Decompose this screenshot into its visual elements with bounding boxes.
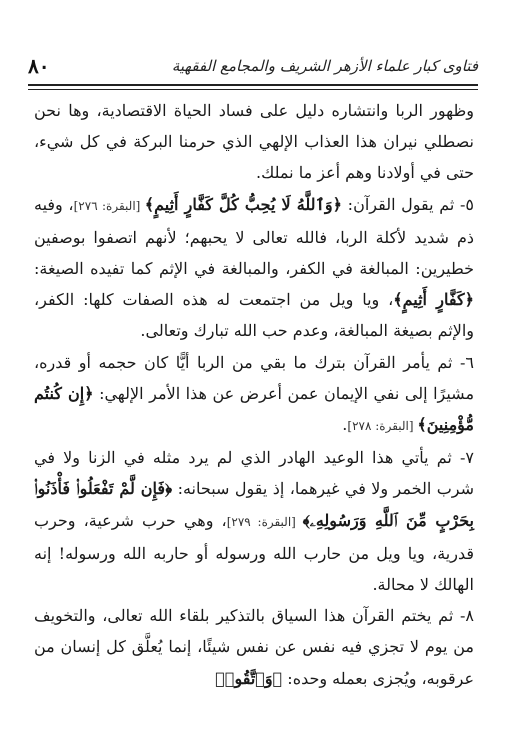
body-text <box>34 95 474 694</box>
paragraph-text: وظهور الربا وانتشاره دليل على فساد الحياة الاقتصادية، وها نحن نصطلي نيران هذا العذاب الإلهي الذي حرمنا البركة في كل شيء، حتى في أولادنا وهم أعز ما نملك. <box>34 101 474 183</box>
header-rule <box>28 84 478 90</box>
paragraph <box>34 600 474 694</box>
paragraph-text: ، وهي حرب شرعية، وحرب قدرية، ويا ويل من حارب الله ورسوله أو حاربه الله ورسوله! إنه الهالك لا محالة. <box>34 510 474 595</box>
paragraph <box>34 95 474 189</box>
paragraph-text: . <box>342 415 348 435</box>
quran-verse: ﴿وَٱتَّقُوا۟ <box>215 668 283 688</box>
paragraph-text: ٥- ثم يقول القرآن: <box>342 194 474 214</box>
page-number: ٨٠ <box>28 54 50 78</box>
verse-reference: [البقرة: ٢٧٨] <box>347 419 418 434</box>
paragraph <box>34 189 474 347</box>
verse-reference: [البقرة: ٢٧٩] <box>226 514 303 529</box>
paragraph-text: ٨- ثم يختم القرآن هذا السياق بالتذكير بلقاء الله تعالى، والتخويف من يوم لا تجزي فيه نفس عن نفس شيئًا، إنما يُعلَّق كل إنسان من عرقوبه، ويُجزى بعمله وحده: <box>34 606 474 688</box>
quran-verse: ﴿إِن كُنتُم مُّؤْمِنِينَ﴾ <box>34 383 474 435</box>
verse-reference: [البقرة: ٢٧٦] <box>73 198 145 213</box>
running-title: فتاوى كبار علماء الأزهر الشريف والمجامع الفقهية <box>171 57 478 75</box>
paragraph-text: ، وفيه ذم شديد لأكلة الربا، فالله تعالى لا يحبهم؛ لأنهم اتصفوا بوصفين خطيرين: المبالغة في الكفر، والمبالغة في الإثم كما تفيده الصيغة: <box>34 194 474 279</box>
paragraph <box>34 442 474 600</box>
quran-verse: ﴿فَإِن لَّمْ تَفْعَلُوا۟ فَأْذَنُوا۟ بِحَرْبٍ مِّنَ ٱللَّهِ وَرَسُولِهِۦ﴾ <box>34 479 475 530</box>
quran-verse: ﴿كَفَّارٍ أَثِيمٍ﴾ <box>393 290 474 310</box>
paragraph-text: ٦- ثم يأمر القرآن بترك ما بقي من الربا أيًّا كان حجمه أو قدره، مشيرًا إلى نفي الإيمان عمن أعرض عن هذا الأمر الإلهي: <box>34 352 475 403</box>
paragraph-text: ٧- ثم يأتي هذا الوعيد الهادر الذي لم يرد مثله في الزنا ولا في شرب الخمر ولا في غيرهما، إذ يقول سبحانه: <box>34 448 474 499</box>
paragraph-text: ، ويا ويل من اجتمعت له هذه الصفات كلها: الكفر، والإثم بصيغة المبالغة، وعدم حب الله تبارك وتعالى. <box>34 290 474 341</box>
running-header <box>28 50 478 82</box>
quran-verse: ﴿وَٱللَّهُ لَا يُحِبُّ كُلَّ كَفَّارٍ أَثِيمٍ﴾ <box>144 194 343 214</box>
paragraph <box>34 347 474 443</box>
